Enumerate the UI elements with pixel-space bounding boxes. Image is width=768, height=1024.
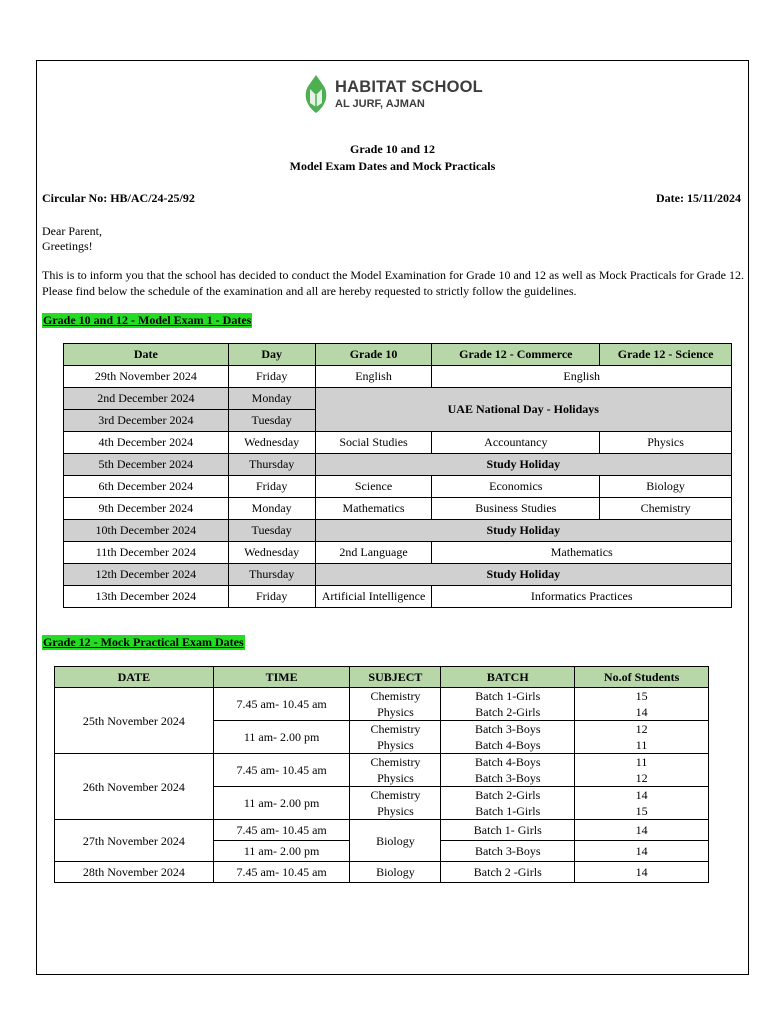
table-header-row bbox=[64, 344, 732, 366]
batch-line: Batch 4-Boys bbox=[474, 738, 541, 752]
table-cell: 29th November 2024 bbox=[64, 366, 229, 388]
table-cell: Physics bbox=[600, 432, 732, 454]
table-cell: Chemistry bbox=[600, 498, 732, 520]
table-cell: Friday bbox=[228, 586, 315, 608]
table-row bbox=[64, 564, 732, 586]
study-holiday-cell: Study Holiday bbox=[315, 454, 731, 476]
batch-line: Batch 2-Girls bbox=[475, 705, 541, 719]
count-line: 11 bbox=[635, 738, 648, 752]
count-line: 14 bbox=[635, 788, 648, 802]
table-row bbox=[55, 820, 709, 841]
batch-cell bbox=[441, 754, 575, 787]
subject-line: Chemistry bbox=[370, 689, 421, 703]
header-cell: Grade 10 bbox=[315, 344, 432, 366]
batch-cell: Batch 1- Girls bbox=[441, 820, 575, 841]
subject-line: Physics bbox=[377, 738, 414, 752]
count-line: 14 bbox=[635, 705, 648, 719]
header-cell: SUBJECT bbox=[350, 667, 441, 688]
batch-line: Batch 1-Girls bbox=[475, 689, 541, 703]
header-cell: Day bbox=[228, 344, 315, 366]
school-logo bbox=[305, 73, 485, 117]
table-row bbox=[64, 586, 732, 608]
table-row bbox=[64, 498, 732, 520]
header-cell: TIME bbox=[213, 667, 350, 688]
count-cell bbox=[575, 721, 709, 754]
table-cell: 3rd December 2024 bbox=[64, 410, 229, 432]
table-cell: English bbox=[432, 366, 732, 388]
date-cell: 28th November 2024 bbox=[55, 862, 214, 883]
table-cell: Business Studies bbox=[432, 498, 600, 520]
circular-number: Circular No: HB/AC/24-25/92 bbox=[42, 191, 195, 205]
table-cell: Wednesday bbox=[228, 432, 315, 454]
count-cell: 14 bbox=[575, 862, 709, 883]
time-cell: 11 am- 2.00 pm bbox=[213, 841, 350, 862]
date-cell: 25th November 2024 bbox=[55, 688, 214, 754]
table-row bbox=[64, 388, 732, 410]
date-cell: 26th November 2024 bbox=[55, 754, 214, 820]
table-cell: 4th December 2024 bbox=[64, 432, 229, 454]
header-cell: Grade 12 - Commerce bbox=[432, 344, 600, 366]
batch-line: Batch 3-Boys bbox=[474, 771, 541, 785]
count-line: 15 bbox=[635, 804, 648, 818]
count-cell bbox=[575, 754, 709, 787]
table-cell: Wednesday bbox=[228, 542, 315, 564]
table-row bbox=[64, 520, 732, 542]
study-holiday-cell: Study Holiday bbox=[315, 520, 731, 542]
subject-cell bbox=[350, 721, 441, 754]
subject-line: Physics bbox=[377, 771, 414, 785]
batch-cell bbox=[441, 721, 575, 754]
batch-cell: Batch 3-Boys bbox=[441, 841, 575, 862]
table-cell: Artificial Intelligence bbox=[315, 586, 432, 608]
batch-cell bbox=[441, 787, 575, 820]
table-cell: Mathematics bbox=[432, 542, 732, 564]
section-title-mock-practical: Grade 12 - Mock Practical Exam Dates bbox=[43, 635, 244, 649]
table-cell: 12th December 2024 bbox=[64, 564, 229, 586]
table-cell: 2nd Language bbox=[315, 542, 432, 564]
table-cell: 11th December 2024 bbox=[64, 542, 229, 564]
header-cell: BATCH bbox=[441, 667, 575, 688]
salutation: Dear Parent, bbox=[42, 224, 102, 238]
model-exam-table bbox=[63, 343, 732, 608]
greeting: Greetings! bbox=[42, 239, 93, 253]
date-cell: 27th November 2024 bbox=[55, 820, 214, 862]
circular-date: Date: 15/11/2024 bbox=[656, 191, 741, 205]
table-cell: Social Studies bbox=[315, 432, 432, 454]
table-cell: 2nd December 2024 bbox=[64, 388, 229, 410]
table-cell: 6th December 2024 bbox=[64, 476, 229, 498]
subject-cell bbox=[350, 688, 441, 721]
table-cell: 5th December 2024 bbox=[64, 454, 229, 476]
table-row bbox=[64, 542, 732, 564]
table-cell: Economics bbox=[432, 476, 600, 498]
batch-line: Batch 2-Girls bbox=[475, 788, 541, 802]
table-cell: Monday bbox=[228, 498, 315, 520]
count-cell: 14 bbox=[575, 820, 709, 841]
count-line: 15 bbox=[635, 689, 648, 703]
subject-line: Chemistry bbox=[370, 722, 421, 736]
table-cell: Tuesday bbox=[228, 410, 315, 432]
count-line: 11 bbox=[635, 755, 648, 769]
subject-cell bbox=[350, 787, 441, 820]
table-cell: Friday bbox=[228, 476, 315, 498]
table-row bbox=[55, 754, 709, 787]
batch-cell bbox=[441, 688, 575, 721]
batch-cell: Batch 2 -Girls bbox=[441, 862, 575, 883]
subject-cell: Biology bbox=[350, 820, 441, 862]
count-line: 12 bbox=[635, 722, 648, 736]
table-cell: Accountancy bbox=[432, 432, 600, 454]
table-row bbox=[55, 688, 709, 721]
logo-location: AL JURF, AJMAN bbox=[335, 98, 425, 110]
header-cell: Grade 12 - Science bbox=[600, 344, 732, 366]
table-cell: Science bbox=[315, 476, 432, 498]
table-cell: Mathematics bbox=[315, 498, 432, 520]
count-line: 12 bbox=[635, 771, 648, 785]
table-cell: Informatics Practices bbox=[432, 586, 732, 608]
logo-school-name: HABITAT SCHOOL bbox=[335, 78, 483, 96]
table-cell: Thursday bbox=[228, 564, 315, 586]
time-cell: 7.45 am- 10.45 am bbox=[213, 820, 350, 841]
table-cell: 13th December 2024 bbox=[64, 586, 229, 608]
batch-line: Batch 4-Boys bbox=[474, 755, 541, 769]
time-cell: 7.45 am- 10.45 am bbox=[213, 688, 350, 721]
subject-line: Physics bbox=[377, 804, 414, 818]
time-cell: 11 am- 2.00 pm bbox=[213, 721, 350, 754]
leaf-icon bbox=[305, 73, 331, 117]
table-header-row bbox=[55, 667, 709, 688]
section-title-model-exam: Grade 10 and 12 - Model Exam 1 - Dates bbox=[43, 313, 252, 327]
holiday-cell: UAE National Day - Holidays bbox=[315, 388, 731, 432]
body-paragraph: This is to inform you that the school has decided to conduct the Model Examination for Grade 10 and 12 as well as Mock Practicals for Grade 12. Please find below the schedule of the examination and all are hereby requested to strictly follow the guidelines. bbox=[42, 268, 744, 298]
count-cell bbox=[575, 688, 709, 721]
table-cell: Monday bbox=[228, 388, 315, 410]
table-row bbox=[64, 454, 732, 476]
table-row bbox=[64, 366, 732, 388]
time-cell: 11 am- 2.00 pm bbox=[213, 787, 350, 820]
circular-page bbox=[36, 60, 749, 975]
mock-practical-table bbox=[54, 666, 709, 883]
table-cell: Biology bbox=[600, 476, 732, 498]
subject-line: Chemistry bbox=[370, 788, 421, 802]
count-cell bbox=[575, 787, 709, 820]
subject-line: Chemistry bbox=[370, 755, 421, 769]
time-cell: 7.45 am- 10.45 am bbox=[213, 754, 350, 787]
table-row bbox=[64, 476, 732, 498]
table-cell: 9th December 2024 bbox=[64, 498, 229, 520]
study-holiday-cell: Study Holiday bbox=[315, 564, 731, 586]
batch-line: Batch 1-Girls bbox=[475, 804, 541, 818]
batch-line: Batch 3-Boys bbox=[474, 722, 541, 736]
table-cell: 10th December 2024 bbox=[64, 520, 229, 542]
time-cell: 7.45 am- 10.45 am bbox=[213, 862, 350, 883]
count-cell: 14 bbox=[575, 841, 709, 862]
table-cell: Tuesday bbox=[228, 520, 315, 542]
header-cell: No.of Students bbox=[575, 667, 709, 688]
subject-line: Physics bbox=[377, 705, 414, 719]
table-cell: Friday bbox=[228, 366, 315, 388]
subject-cell bbox=[350, 754, 441, 787]
table-row bbox=[64, 432, 732, 454]
title-line-2: Model Exam Dates and Mock Practicals bbox=[289, 159, 496, 173]
table-cell: English bbox=[315, 366, 432, 388]
table-row bbox=[55, 862, 709, 883]
title-line-1: Grade 10 and 12 bbox=[349, 142, 435, 156]
header-cell: DATE bbox=[55, 667, 214, 688]
table-cell: Thursday bbox=[228, 454, 315, 476]
header-cell: Date bbox=[64, 344, 229, 366]
subject-cell: Biology bbox=[350, 862, 441, 883]
